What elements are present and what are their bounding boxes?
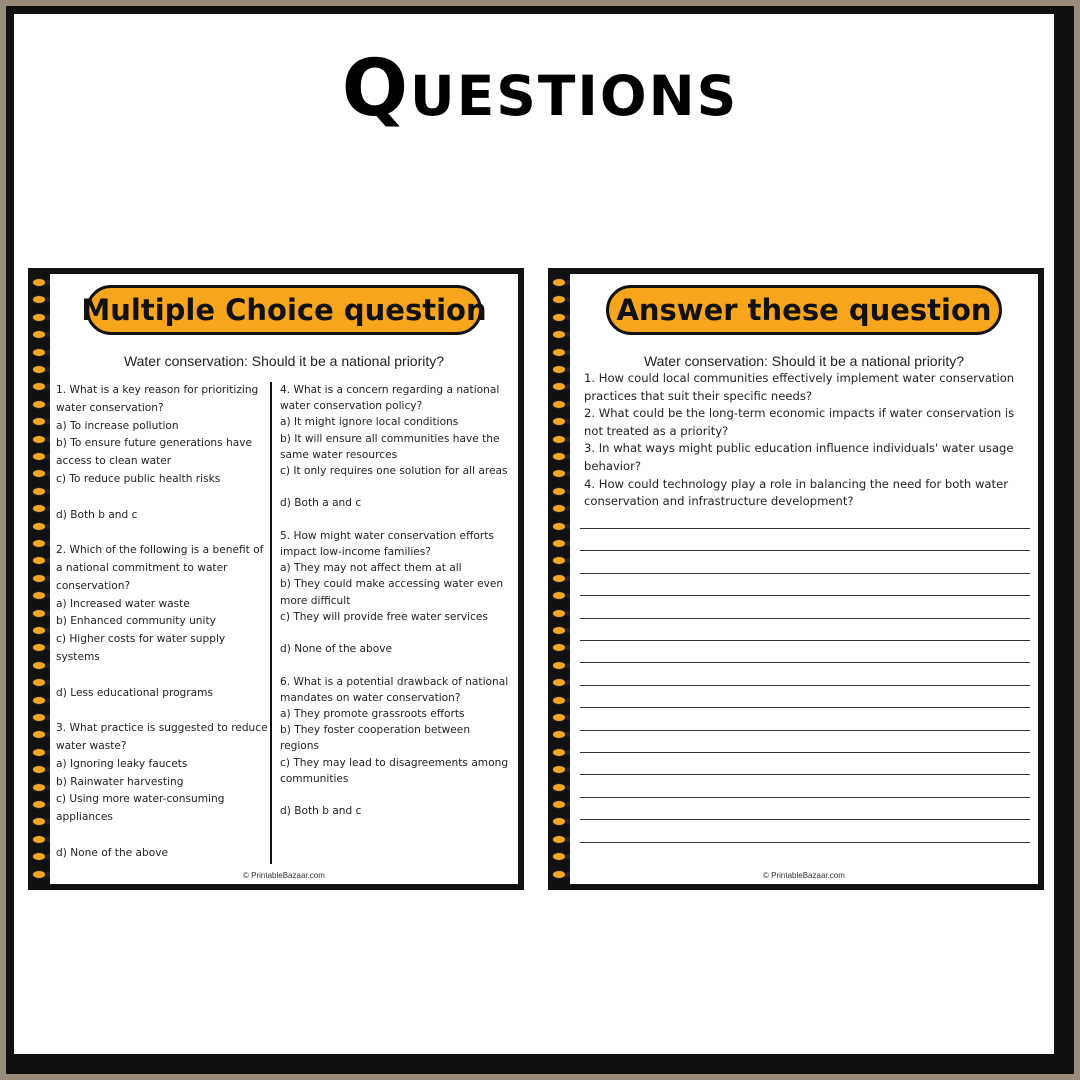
option: b) They could make accessing water even more difficult — [280, 578, 504, 607]
footer-credit: © PrintableBazaar.com — [243, 871, 325, 880]
answer-line — [580, 685, 1030, 686]
option: d) None of the above — [280, 643, 393, 656]
option: a) They promote grassroots efforts — [280, 708, 465, 720]
answer-line — [580, 528, 1030, 529]
open-question: 3. In what ways might public education influence individuals' water usage behavior? — [584, 441, 1014, 473]
option: a) Ignoring leaky faucets — [56, 757, 188, 770]
option: b) They foster cooperation between regions — [280, 724, 471, 753]
option: d) Both b and c — [280, 805, 362, 818]
column-divider — [270, 382, 272, 864]
option: c) Higher costs for water supply systems — [56, 633, 226, 663]
option: c) They may lead to disagreements among communities — [280, 756, 509, 785]
open-question: 2. What could be the long-term economic impacts if water conservation is not treated as a priority? — [584, 406, 1015, 438]
question-block — [280, 528, 510, 674]
question-text: 3. What practice is suggested to reduce water waste? — [56, 722, 268, 752]
open-answer-sheet — [548, 268, 1044, 890]
sheet-subtitle: Water conservation: Should it be a national priority? — [123, 353, 445, 369]
answer-line — [580, 573, 1030, 574]
answer-line — [580, 819, 1030, 820]
answer-line — [580, 550, 1030, 551]
question-column-left — [56, 382, 272, 863]
option: b) Rainwater harvesting — [56, 775, 184, 788]
answer-line — [580, 595, 1030, 596]
sheet-subtitle: Water conservation: Should it be a national priority? — [643, 353, 965, 369]
answer-line — [580, 707, 1030, 708]
open-question-list — [584, 370, 1030, 511]
option: c) They will provide free water services — [280, 610, 488, 623]
multiple-choice-sheet — [28, 268, 524, 890]
answer-line — [580, 618, 1030, 619]
option: a) They may not affect them at all — [280, 562, 462, 575]
option: d) None of the above — [56, 846, 169, 859]
option: a) It might ignore local conditions — [280, 416, 459, 429]
question-text: 2. Which of the following is a benefit of a national commitment to water conservation? — [56, 544, 264, 592]
question-text: 1. What is a key reason for prioritizing water conservation? — [56, 384, 259, 414]
option: b) To ensure future generations have access to clean water — [56, 437, 253, 468]
sheet-page — [50, 274, 518, 884]
option: c) Using more water-consuming appliances — [56, 793, 225, 824]
sheet-header: Answer these question — [606, 285, 1002, 335]
option: c) It only requires one solution for all areas — [280, 465, 508, 478]
sheet-page — [570, 274, 1038, 884]
question-text: 5. How might water conservation efforts impact low-income families? — [280, 529, 494, 558]
option: b) Enhanced community unity — [56, 615, 216, 628]
option: a) Increased water waste — [56, 597, 190, 610]
answer-line — [580, 662, 1030, 663]
answer-line — [580, 774, 1030, 775]
question-block — [280, 382, 510, 528]
open-question: 4. How could technology play a role in balancing the need for both water conservation and infrastructure development? — [584, 476, 1008, 509]
option: d) Less educational programs — [56, 686, 213, 699]
option: a) To increase pollution — [56, 419, 179, 432]
answer-line — [580, 730, 1030, 731]
option: d) Both b and c — [56, 508, 138, 521]
footer-credit: © PrintableBazaar.com — [763, 871, 845, 880]
sheet-header: Multiple Choice question — [86, 285, 482, 335]
question-column-right — [280, 382, 510, 819]
answer-line — [580, 640, 1030, 641]
question-block — [56, 382, 272, 542]
question-block — [280, 674, 510, 820]
answer-line — [580, 797, 1030, 798]
option: c) To reduce public health risks — [56, 472, 221, 485]
page-title: Questions — [341, 44, 739, 134]
option: b) It will ensure all communities have the same water resources — [280, 432, 500, 461]
question-block — [56, 720, 272, 862]
answer-line — [580, 842, 1030, 843]
question-text: 6. What is a potential drawback of national mandates on water conservation? — [280, 675, 509, 704]
question-block — [56, 542, 272, 720]
question-text: 4. What is a concern regarding a national water conservation policy? — [280, 384, 500, 413]
option: d) Both a and c — [280, 497, 362, 510]
answer-line — [580, 752, 1030, 753]
open-question: 1. How could local communities effectively implement water conservation practices that suit their specific needs? — [584, 371, 1015, 403]
